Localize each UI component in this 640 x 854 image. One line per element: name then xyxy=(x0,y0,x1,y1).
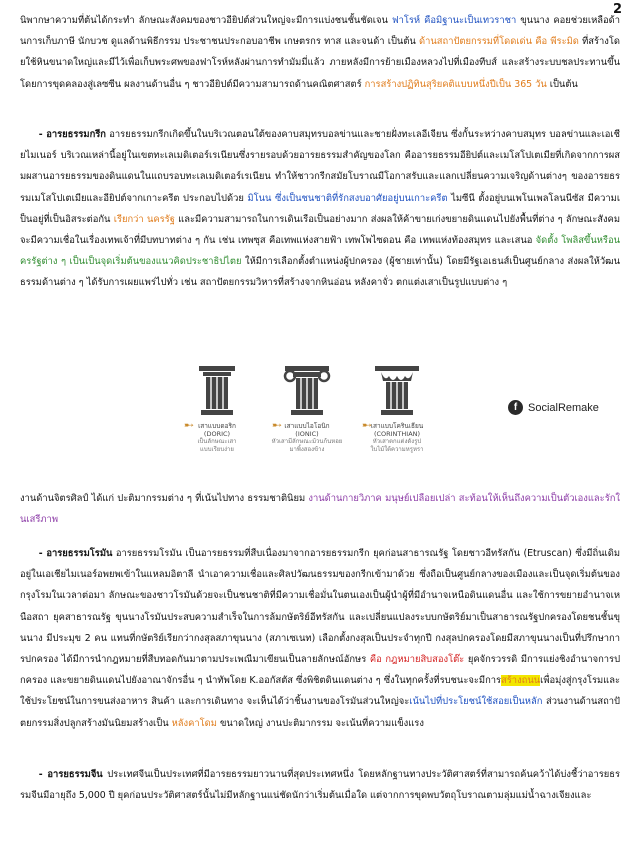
text-segment: งานด้านจิตรศิลป์ ได้แก่ ปะติมากรรมต่าง ๆ ที่เน้นไปทาง ธรรมชาตินิยม xyxy=(20,493,306,504)
corinthian-column-icon xyxy=(371,364,423,418)
highlight-dome: หลังคาโดม xyxy=(171,717,217,729)
highlight-calendar: การสร้างปฏิทินสุริยคติแบบหนึ่งปีเป็น 365 วัน xyxy=(364,78,547,90)
text-segment: เพื่อมุ่งสู่กรุงโรมและใช้ประโยชน์ในการขนส่งอาหาร สินค้า และการเดินทาง จะเห็นได้ว่าชิ้นงานของโรมันส่วนใหญ่จะ xyxy=(20,675,620,708)
paragraph-roman xyxy=(20,543,620,734)
text-segment: ขนาดใหญ่ งานปะติมากรรม จะเน้นที่ความแข็งแรง xyxy=(219,717,424,729)
highlight-establish: จัดตั้ง xyxy=(535,235,558,247)
column-description: หัวเสาตกแต่งดังรูป ใบไม้ใต้ความหรูหรา xyxy=(370,438,424,453)
text-segment: เป็นต้น xyxy=(549,78,578,90)
highlight-road: สร้างถนน xyxy=(501,675,541,687)
text-segment: อารยธรรมกรีกเกิดขึ้นในบริเวณตอนใต้ของคาบสมุทรบอลข่านและชายฝั่งทะเลอีเจียน ซึ่งกั้นระหว่างคาบสมุทร บอลข่านและเอเชียไมเนอร์ บริเวณเหล่านี้อยู่ในเขตทะเลเมดิเตอร์เรเนียนซึ่งรายรอบด้วยอารยธรรมสำคัญของโลก คืออารยธรรมอียิปต์และเมโสโปเตเมียที่เกิดจากการผสมผสานอารยธรรมของดินแดนในแถบรอบทะเลเมดิเตอร์เรเนียน ทำให้ชาวกรีกสมัยโบราณมีโอกาสรับและแลกเปลี่ยนความเจริญด้านต่างๆ ของอารยธรรมเมโสโปเตเมียและอียิปต์จากเกาะครีต ประกอบไปด้วย xyxy=(20,129,620,204)
arrow-icon: ➸ xyxy=(272,418,283,432)
highlight-minoan: มิโนน ซึ่งเป็นชนชาติที่รักสงบอาศัยอยู่บนเกาะครีต xyxy=(247,192,448,204)
ionic-column-icon xyxy=(281,364,333,418)
doric-column-icon xyxy=(195,364,239,418)
text-segment: ขุนนาง คอยช่วยเหลือด้านการเก็บภาษี นักบวช ดูแลด้านพิธีกรรม ประชาชนประกอบอาชีพ เกษตรกร ทาส และจนด้า เป็นต้น xyxy=(20,15,620,48)
brand-name: SocialRemake xyxy=(528,401,599,414)
column-label: เสาแบบดอริก (DORIC) xyxy=(198,422,236,438)
arrow-icon: ➸ xyxy=(184,418,195,432)
text-segment: และมีความสามารถในการเดินเรือเป็นอย่างมาก ส่งผลให้ค้าขายเก่งขยายดินแดนไปยังพื้นที่ต่าง ๆ ลักษณะสังคมจะมีความเชื่อในเรื่องเทพเจ้าที่มีบทบาทต่าง ๆ กัน เช่น เทพซุส คือเทพแห่งสายฟ้า เทพโพไซดอน คือ เทพแห่งท้องสมุทร และเสนอ xyxy=(20,213,621,247)
corinthian-column xyxy=(342,364,452,454)
paragraph-greek-art xyxy=(20,488,620,530)
column-label: เสาแบบไอโอนิก (IONIC) xyxy=(284,422,330,438)
highlight-pyramid: ด้านสถาปัตยกรรมที่โดดเด่น คือ พีระมิด xyxy=(419,36,579,48)
brand-watermark xyxy=(508,400,599,415)
column-description: หัวเสามีลักษณะม้วนก้นหอย มาพิ้งสองข้าง xyxy=(271,438,343,453)
greek-column-illustration xyxy=(0,360,640,478)
section-label-china: - อารยธรรมจีน xyxy=(38,769,103,780)
highlight-anatomy: งานด้านกายวิภาค มนุษย์เปลือยเปล่า สะท้อนให้เห็นถึงความเป็นตัวเองและรักในเสรีภาพ xyxy=(20,493,620,526)
page-number: 2 xyxy=(612,2,622,17)
text-segment: ยุคจักรวรรดิ มีการแย่งชิงอำนาจการปกครอง และขยายดินแดนไปยังอาณาจักรอื่น ๆ นำทัพโดย K.ออกัสตัส ซึ่งพิชิตดินแดนต่าง ๆ ซึ่งในทุกครั้งที่รบชนะจะมีการ xyxy=(20,654,621,687)
paragraph-greek xyxy=(20,124,620,294)
section-label-roman: - อารยธรรมโรมัน xyxy=(38,548,113,559)
column-description: เป็นลักษณะเสา แบบเรียบง่าย xyxy=(197,438,237,453)
text-segment: อารยธรรมโรมัน เป็นอารยธรรมที่สืบเนื่องมาจากอารยธรรมกรีก ยุคก่อนสาธารณรัฐ โดยชาวอีทรัสกัน (Etruscan) ซึ่งมีถิ่นเดิมอยู่ในเอเชียไมเนอร์อพยพเข้าในแหลมอิตาลี นำเอาความเชื่อและศิลปวัฒนธรรมของกรีกเข้ามาด้วย ซึ่งถือเป็นศูนย์กลางของเมืองและเป็นจุดเริ่มต้นของกรุงโรมในเวลาต่อมา ลักษณะของชาวโรมันด้วยจะเป็นชนชาติที่มีความเชื่อมั่นในตนเองเป็นผู้นำผู้ที่มีอำนาจเหนือดินแดนอื่น และใช้การขยายอำนาจเหนือสถา ยุคสาธารณรัฐ ขุนนางโรมันประสบความสำเร็จในการล้มกษัตริย์อีทรัสกัน และเปลี่ยนแปลงระบบกษัตริย์มาเป็นสาธารณรัฐปกครองโดยชนชั้นขุนนาง มีประมุข 2 คน แทนที่กษัตริย์เรียกว่ากงสุลสภาขุนนาง (สภาเซเนท) เลือกตั้งกงสุลเป็นประจำทุกปี กงสุลปกครองโดยมีสภาขุนนางเป็นที่ปรึกษาการปกครอง ได้มีการนำกฎหมายที่สืบทอดกันมาตามประเพณีมาเขียนเป็นลายลักษณ์อักษร xyxy=(20,548,621,666)
facebook-icon: f xyxy=(508,400,523,415)
text-segment: ให้มีการเลือกตั้งตำแหน่งผู้ปกครอง (ผู้ชายเท่านั้น) โดยมีรัฐเอเธนส์เป็นศูนย์กลาง ส่งผลให้วัฒนธรรมด้านต่าง ๆ ได้รับการเผยแพร่ไปทั่ว เช่น สถาปัตยกรรมวิหารที่สร้างจากหินอ่อน หลังคาจั่ว ตกแต่งเสาเป็นรูปแบบต่าง ๆ xyxy=(20,256,620,289)
text-segment: ไมซีนี ตั้งอยู่บนเพโนเพลโลนนีซัส มีความเป็นอยู่ที่เป็นอิสระต่อกัน xyxy=(20,192,621,225)
arrow-icon: ➸ xyxy=(362,418,373,432)
column-label: เสาแบบโครินเธียน (CORINTHIAN) xyxy=(370,422,424,438)
text-segment: นิพากษาความที่ต้นได้กระทำ ลักษณะสังคมของชาวอียิปต์ส่วนใหญ่จะมีการแบ่งชนชั้นชัดเจน xyxy=(20,15,388,26)
highlight-twelve-tables: คือ กฎหมายสิบสองโต๊ะ xyxy=(369,654,465,666)
text-segment: ที่สร้างโดยใช้หินขนาดใหญ่และมีไว้เพื่อเก็บพระศพของฟาโรห์หลังผ่านการทำมัมมี่แล้ว ภายหลังมีการย้ายเมืองหลวงไปที่เมืองทีบส์ และสร้างระบบชลประทานขึ้น โดยการขุดคลองสู่เลซซีน ผลงานด้านอื่น ๆ ชาวอียิปต์มีความสามารถด้านคณิตศาสตร์ xyxy=(20,36,621,90)
text-segment: ประเทศจีนเป็นประเทศที่มีอารยธรรมยาวนานที่สุดประเทศหนึ่ง โดยหลักฐานทางประวัติศาสตร์ที่สามารถค้นคว้าได้บ่งชี้ว่าอารยธรรมจีนมีอายุถึง 5,000 ปี ยุคก่อนประวัติศาสตร์นั้นไม่มีหลักฐานแน่ชัดนักว่าเริ่มต้นเมื่อใด แต่จากการขุดพบวัตถุโบราณตามลุ่มแม่น้ำฉางเจียงและ xyxy=(20,769,620,802)
section-label-greek: - อารยธรรมกรีก xyxy=(38,129,106,140)
highlight-utility: เน้นไปที่ประโยชน์ใช้สอยเป็นหลัก xyxy=(409,696,543,708)
highlight-city-state: เรียกว่า นครรัฐ xyxy=(113,213,175,225)
highlight-pharaoh: ฟาโรห์ คือมิฐานะเป็นเทวราชา xyxy=(391,15,517,26)
paragraph-egypt xyxy=(20,10,620,95)
highlight-polis: โพลิสขึ้นหรือนครรัฐต่าง ๆ เป็นเป็นจุดเริ่มต้นของแนวคิดประชาธิปไตย xyxy=(20,235,620,268)
text-segment: ส่วนงานด้านสถาปัตยกรรมสิ่งปลูกสร้างมันนิยมสร้างเป็น xyxy=(20,696,620,729)
paragraph-china xyxy=(20,764,620,806)
